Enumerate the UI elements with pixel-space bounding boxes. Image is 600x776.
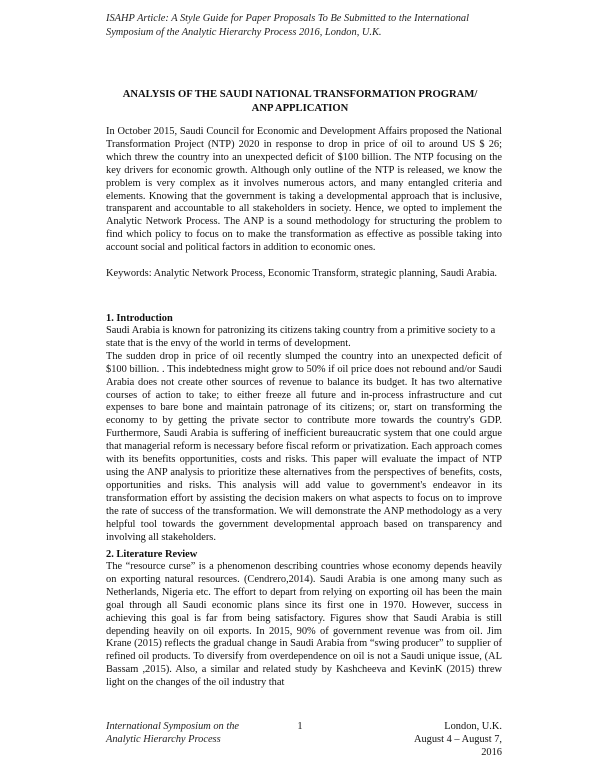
section-introduction <box>106 312 502 544</box>
abstract-text: In October 2015, Saudi Council for Economic and Development Affairs proposed the National Transformation Project (NTP) 2020 in response to drop in price of oil to around US $ 26; which threw the country into an unexpected deficit of $100 billion. The NTP focusing on the key drivers for economic growth. Although only outline of the NTP is released, we know the problem is very complex as it involves numerous actors, and many entangled criteria and elements. Knowing that the government is taking a developmental approach that is inclusive, transparent and accountable to all stakeholders in society. Hence, we opted to implement the Analytic Network Process. The ANP is a sound methodology for structuring the problem to find which policy to focus on to make the transformation as effective as possible taking into account social and political factors in addition to economic ones. <box>106 126 502 254</box>
running-header-line-1: ISAHP Article: A Style Guide for Paper Proposals To Be Submitted to the International <box>106 13 469 24</box>
section-heading-introduction: 1. Introduction <box>106 313 173 324</box>
paper-title-line-1: ANALYSIS OF THE SAUDI NATIONAL TRANSFORMATION PROGRAM/ <box>122 89 478 100</box>
footer-right-line-1: London, U.K. <box>444 721 502 732</box>
section-heading-literature-review: 2. Literature Review <box>106 549 198 560</box>
paper-title-line-2: ANP APPLICATION <box>251 103 349 114</box>
footer-right-line-2: August 4 – August 7, 2016 <box>413 734 502 758</box>
page-number: 1 <box>297 721 303 732</box>
keywords-text: Keywords: Analytic Network Process, Economic Transform, strategic planning, Saudi Arabia. <box>106 268 498 279</box>
abstract <box>106 126 502 255</box>
footer-left-line-2: Analytic Hierarchy Process <box>106 734 221 745</box>
section-literature-review <box>106 548 502 690</box>
keywords <box>106 268 502 281</box>
footer-right <box>396 720 502 759</box>
footer-left-line-1: International Symposium on the <box>106 721 240 732</box>
literature-paragraph-1: The “resource curse” is a phenomenon describing countries whose economy depends heavily on exporting natural resources. (Cendrero,2014). Saudi Arabia is one among many such as Netherlands, Nigeria etc. The effort to depart from relying on exporting oil has been the main goal through all Saudi economic plans since its first one in 1970. However, success in achieving this goal is far from being satisfactory. Figures show that Saudi Arabia is still depending heavily on oil exports. In 2015, 90% of government revenue was from oil. Jim Krane (2015) reflects the gradual change in Saudi Arabia from “swing producer” to supplier of refined oil products. To diversify from overdependence on oil is not a Saudi unique issue, (AL Bassam ,2015). Also, a similar and related study by Kashcheeva and KevinK (2015) threw light on the changes of the oil industry that <box>106 561 502 689</box>
running-header-line-2: Symposium of the Analytic Hierarchy Process 2016, London, U.K. <box>106 27 382 38</box>
running-header <box>106 12 526 40</box>
introduction-paragraph-2: The sudden drop in price of oil recently slumped the country into an unexpected deficit of $100 billion. . This indebtedness might grow to 50% if oil price does not rebound and/or Saudi Arabia does not create other sources of revenue to balance its budget. It has two alternative courses of action to take; to either freeze all future and in-process infrastructure and cut expenses to bare bone and maintain patronage of its citizens; or, start on transforming the economy to by getting the private sector to contribute more towards the country's GDP. Furthermore, Saudi Arabia is suffering of inefficient bureaucratic system that one could argue that managerial reform is necessary before fiscal reform or privatization. Each approach comes with its benefits opportunities, costs and risks. This paper will evaluate the impact of NTP using the ANP analysis to prioritize these alternatives from the perspectives of benefits, costs, opportunities and risks. This analysis will add value to government's endeavor in its transformation effort by assisting the decision makers on what aspects to focus on to improve the rate of success of the transformation. We will demonstrate the ANP methodology as a very helpful tool towards the government developmental approach based on transparency and involving all stakeholders. <box>106 350 502 543</box>
paper-title <box>100 88 500 116</box>
introduction-paragraph-1: Saudi Arabia is known for patronizing its citizens taking country from a primitive society to a state that is the envy of the world in terms of development. <box>106 325 496 349</box>
